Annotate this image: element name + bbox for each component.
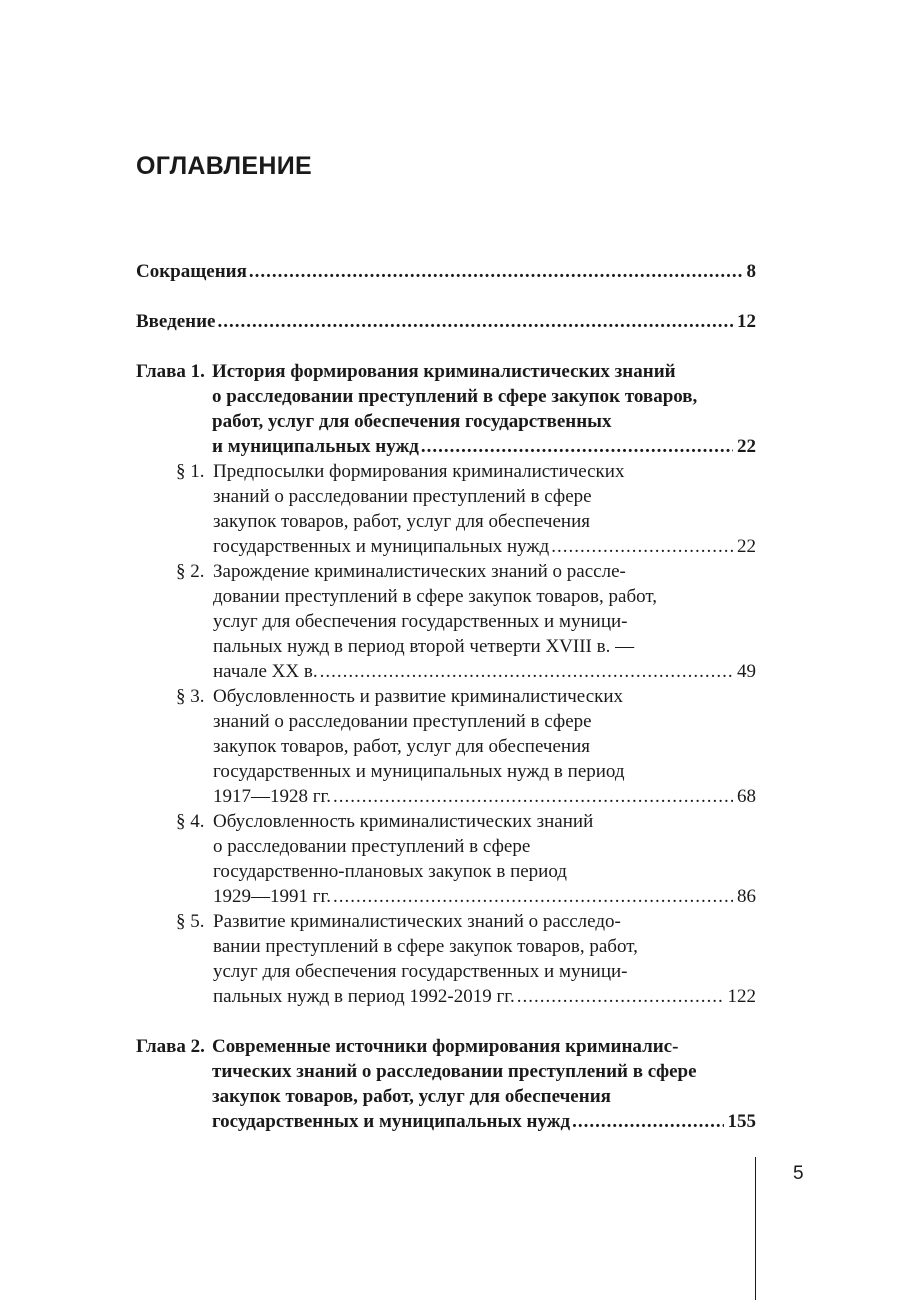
section-number: § 1. xyxy=(176,461,205,482)
page-number: 5 xyxy=(793,1163,804,1184)
toc-entry-section-5[interactable] xyxy=(136,909,756,1009)
toc-entry-section-1[interactable] xyxy=(136,459,756,559)
section-number: § 2. xyxy=(176,561,205,582)
toc-entry-title: Введение xyxy=(136,311,216,332)
dot-leader xyxy=(333,784,733,809)
dot-leader xyxy=(421,434,733,459)
toc-entry-title-line: государственных и муниципальных нужд в период xyxy=(213,761,625,782)
dot-leader xyxy=(218,309,734,334)
toc-entry-introduction[interactable] xyxy=(136,309,756,334)
chapter-number: Глава 2. xyxy=(136,1036,205,1057)
dot-leader xyxy=(517,984,724,1009)
toc-entry-title-line: Развитие криминалистических знаний о расследо- xyxy=(213,911,621,932)
section-number: § 3. xyxy=(176,686,205,707)
toc-entry-title-line: работ, услуг для обеспечения государственных xyxy=(212,411,612,432)
toc-entry-title-line: 1929—1991 гг. xyxy=(213,886,331,907)
toc-page-number: 86 xyxy=(737,886,756,907)
toc-page-number: 12 xyxy=(737,311,756,332)
toc-entry-chapter-2[interactable] xyxy=(136,1034,756,1134)
toc-page-number: 49 xyxy=(737,661,756,682)
toc-entry-title-line: Зарождение криминалистических знаний о рассле- xyxy=(213,561,626,582)
chapter-number: Глава 1. xyxy=(136,361,205,382)
section-number: § 4. xyxy=(176,811,205,832)
toc-entry-title-line: о расследовании преступлений в сфере xyxy=(213,836,531,857)
toc-page-number: 155 xyxy=(727,1111,756,1132)
toc-entry-title-line: вании преступлений в сфере закупок товаров, работ, xyxy=(213,936,638,957)
toc-page-number: 8 xyxy=(746,261,756,282)
toc-entry-chapter-1[interactable] xyxy=(136,359,756,459)
toc-entry-title-line: начале XX в. xyxy=(213,661,318,682)
toc-entry-title-line: Современные источники формирования криминалис- xyxy=(212,1036,679,1057)
toc-entry-title: Сокращения xyxy=(136,261,247,282)
toc-entry-title-line: довании преступлений в сфере закупок товаров, работ, xyxy=(213,586,657,607)
toc-entry-title-line: закупок товаров, работ, услуг для обеспечения xyxy=(213,511,590,532)
table-of-contents xyxy=(136,259,756,1134)
toc-entry-abbreviations[interactable] xyxy=(136,259,756,284)
section-number: § 5. xyxy=(176,911,205,932)
toc-page-number: 68 xyxy=(737,786,756,807)
toc-entry-title-line: пальных нужд в период 1992-2019 гг. xyxy=(213,986,515,1007)
toc-entry-title-line: государственных и муниципальных нужд xyxy=(212,1111,571,1132)
toc-entry-section-2[interactable] xyxy=(136,559,756,684)
toc-entry-title-line: тических знаний о расследовании преступлений в сфере xyxy=(212,1061,697,1082)
toc-entry-section-4[interactable] xyxy=(136,809,756,909)
toc-entry-section-3[interactable] xyxy=(136,684,756,809)
toc-entry-title-line: 1917—1928 гг. xyxy=(213,786,331,807)
toc-entry-title-line: знаний о расследовании преступлений в сфере xyxy=(213,711,592,732)
toc-heading: ОГЛАВЛЕНИЕ xyxy=(136,152,312,180)
toc-entry-title-line: знаний о расследовании преступлений в сфере xyxy=(213,486,592,507)
toc-entry-title-line: и муниципальных нужд xyxy=(212,436,419,457)
dot-leader xyxy=(572,1109,723,1134)
toc-page-number: 122 xyxy=(727,986,756,1007)
toc-entry-title-line: государственно-плановых закупок в период xyxy=(213,861,567,882)
toc-entry-title-line: о расследовании преступлений в сфере закупок товаров, xyxy=(212,386,698,407)
toc-entry-title-line: закупок товаров, работ, услуг для обеспечения xyxy=(212,1086,611,1107)
toc-page-number: 22 xyxy=(737,436,756,457)
toc-entry-title-line: услуг для обеспечения государственных и муници- xyxy=(213,961,628,982)
toc-page-number: 22 xyxy=(737,536,756,557)
toc-entry-title-line: услуг для обеспечения государственных и муници- xyxy=(213,611,628,632)
toc-entry-title-line: Обусловленность и развитие криминалистических xyxy=(213,686,624,707)
dot-leader xyxy=(249,259,743,284)
dot-leader xyxy=(320,659,733,684)
toc-entry-title-line: Обусловленность криминалистических знаний xyxy=(213,811,594,832)
toc-entry-title-line: Предпосылки формирования криминалистических xyxy=(213,461,625,482)
toc-entry-title-line: государственных и муниципальных нужд xyxy=(213,536,550,557)
toc-entry-title-line: пальных нужд в период второй четверти XVIII в. — xyxy=(213,636,635,657)
dot-leader xyxy=(551,534,733,559)
toc-entry-title-line: История формирования криминалистических знаний xyxy=(212,361,676,382)
page-edge-rule xyxy=(755,1157,756,1300)
dot-leader xyxy=(333,884,733,909)
toc-entry-title-line: закупок товаров, работ, услуг для обеспечения xyxy=(213,736,590,757)
